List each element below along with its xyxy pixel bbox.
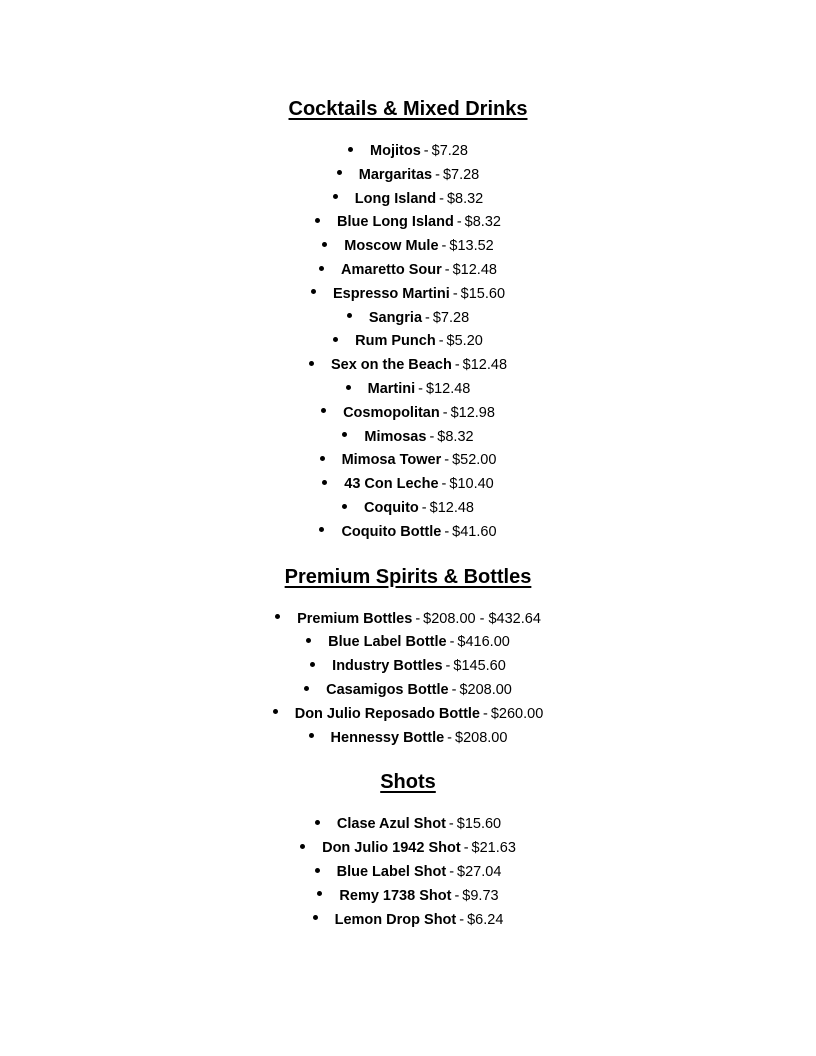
item-name: Premium Bottles: [297, 610, 413, 627]
item-price: $145.60: [453, 658, 506, 675]
item-name: Long Island: [354, 190, 437, 207]
section-title-cocktails: Cocktails & Mixed Drinks: [288, 98, 528, 120]
list-item: [0, 703, 816, 727]
separator: -: [444, 261, 450, 278]
bullet-icon: [346, 385, 351, 390]
item-price: $7.28: [442, 166, 480, 183]
separator: -: [449, 634, 455, 651]
item-price: $208.00 - $432.64: [423, 610, 541, 627]
separator: -: [425, 309, 430, 326]
cocktails-list: [0, 140, 816, 545]
item-price: $27.04: [457, 863, 502, 880]
item-name: Coquito: [364, 499, 419, 516]
list-item: [0, 259, 816, 283]
list-item: [0, 679, 816, 703]
list-item: [0, 521, 816, 545]
item-name: 43 Con Leche: [344, 476, 439, 493]
premium-spirits-list: [0, 608, 816, 751]
item-price: $41.60: [452, 523, 497, 540]
separator: -: [454, 887, 460, 904]
list-item: [0, 283, 816, 307]
bullet-icon: [304, 686, 309, 691]
bullet-icon: [319, 266, 324, 271]
separator: -: [438, 333, 444, 350]
item-name: Sangria: [368, 309, 423, 326]
item-price: $8.32: [446, 190, 484, 207]
list-item: [0, 188, 816, 212]
item-price: $260.00: [490, 705, 544, 722]
item-price: $10.40: [449, 476, 494, 493]
bullet-icon: [337, 170, 342, 175]
item-name: Hennessy Bottle: [330, 729, 445, 746]
item-name: Espresso Martini: [332, 285, 450, 302]
item-name: Industry Bottles: [332, 658, 443, 675]
list-item: [0, 307, 816, 331]
item-price: $9.73: [462, 887, 499, 904]
bullet-icon: [319, 527, 324, 532]
item-price: $7.28: [432, 309, 470, 326]
bullet-icon: [273, 709, 278, 714]
item-price: $208.00: [455, 729, 508, 746]
item-price: $416.00: [457, 634, 510, 651]
list-item: [0, 885, 816, 909]
bullet-icon: [315, 868, 320, 873]
item-price: $12.98: [450, 404, 495, 421]
bullet-icon: [300, 844, 305, 849]
item-name: Sex on the Beach: [330, 357, 452, 374]
list-item: [0, 909, 816, 933]
separator: -: [449, 863, 455, 880]
list-item: [0, 211, 816, 235]
list-item: [0, 402, 816, 426]
item-name: Blue Long Island: [337, 214, 454, 231]
item-name: Martini: [367, 380, 416, 397]
separator: -: [429, 428, 435, 445]
item-name: Moscow Mule: [344, 238, 439, 255]
list-item: [0, 473, 816, 497]
separator: -: [452, 285, 458, 302]
list-item: [0, 837, 816, 861]
list-item: [0, 449, 816, 473]
separator: -: [418, 380, 423, 397]
item-price: $5.20: [446, 333, 483, 350]
item-name: Casamigos Bottle: [326, 681, 449, 698]
shots-section: [0, 768, 816, 932]
separator: -: [435, 166, 440, 183]
list-item: [0, 813, 816, 837]
item-name: Blue Label Bottle: [328, 634, 447, 651]
list-item: [0, 330, 816, 354]
list-item: [0, 354, 816, 378]
bullet-icon: [322, 480, 327, 485]
item-price: $12.48: [429, 499, 474, 516]
bullet-icon: [347, 313, 352, 318]
list-item: [0, 861, 816, 885]
bullet-icon: [315, 820, 320, 825]
list-item: [0, 378, 816, 402]
separator: -: [483, 705, 488, 722]
separator: -: [463, 840, 469, 857]
separator: -: [444, 523, 450, 540]
list-item: [0, 631, 816, 655]
section-title-premium-spirits: Premium Spirits & Bottles: [284, 565, 532, 588]
item-price: $15.60: [456, 816, 502, 833]
separator: -: [454, 357, 460, 374]
item-name: Don Julio Reposado Bottle: [294, 705, 480, 722]
item-name: Cosmopolitan: [343, 404, 440, 421]
separator: -: [441, 476, 447, 493]
item-price: $13.52: [449, 238, 494, 255]
bullet-icon: [317, 891, 322, 896]
bullet-icon: [342, 504, 347, 509]
separator: -: [441, 238, 447, 255]
list-item: [0, 727, 816, 751]
separator: -: [445, 658, 451, 675]
bullet-icon: [348, 147, 353, 152]
item-name: Amaretto Sour: [341, 261, 442, 278]
list-item: [0, 608, 816, 632]
item-name: Rum Punch: [355, 333, 436, 350]
bullet-icon: [310, 662, 315, 667]
separator: -: [439, 190, 444, 207]
separator: -: [447, 729, 453, 746]
bullet-icon: [333, 194, 338, 199]
separator: -: [423, 143, 429, 159]
bullet-icon: [275, 614, 280, 619]
separator: -: [444, 452, 450, 469]
separator: -: [415, 610, 421, 627]
item-price: $15.60: [460, 285, 506, 302]
item-name: Remy 1738 Shot: [339, 887, 452, 904]
item-price: $12.48: [462, 357, 508, 374]
list-item: [0, 426, 816, 450]
premium-spirits-section: [0, 563, 816, 751]
item-price: $208.00: [459, 681, 512, 698]
item-price: $7.28: [431, 143, 468, 159]
separator: -: [451, 681, 457, 698]
bullet-icon: [309, 733, 314, 738]
item-name: Mojitos: [370, 143, 421, 159]
item-price: $8.32: [437, 428, 474, 445]
separator: -: [448, 816, 454, 833]
separator: -: [456, 214, 462, 231]
separator: -: [442, 404, 448, 421]
item-price: $52.00: [452, 452, 497, 469]
item-name: Mimosa Tower: [341, 452, 442, 469]
item-name: Don Julio 1942 Shot: [322, 840, 461, 857]
item-price: $21.63: [471, 840, 516, 857]
item-price: $6.24: [467, 911, 504, 928]
list-item: [0, 497, 816, 521]
item-name: Clase Azul Shot: [336, 816, 446, 833]
shots-list: [0, 813, 816, 932]
list-item: [0, 140, 816, 164]
bullet-icon: [313, 915, 318, 920]
bullet-icon: [315, 218, 320, 223]
cocktails-section: [0, 95, 816, 545]
item-price: $8.32: [464, 214, 501, 231]
bullet-icon: [322, 242, 327, 247]
bullet-icon: [321, 408, 326, 413]
bullet-icon: [309, 361, 314, 366]
item-name: Lemon Drop Shot: [334, 911, 457, 928]
list-item: [0, 655, 816, 679]
separator: -: [459, 911, 465, 928]
bullet-icon: [320, 456, 325, 461]
item-name: Coquito Bottle: [341, 523, 442, 540]
list-item: [0, 235, 816, 259]
item-name: Mimosas: [364, 428, 427, 445]
separator: -: [421, 499, 427, 516]
list-item: [0, 164, 816, 188]
item-price: $12.48: [452, 261, 497, 278]
bullet-icon: [342, 432, 347, 437]
item-price: $12.48: [426, 380, 471, 397]
item-name: Blue Label Shot: [336, 863, 447, 880]
bullet-icon: [333, 337, 338, 342]
bullet-icon: [306, 638, 311, 643]
section-title-shots: Shots: [380, 771, 436, 794]
bullet-icon: [311, 289, 316, 294]
item-name: Margaritas: [358, 166, 433, 183]
